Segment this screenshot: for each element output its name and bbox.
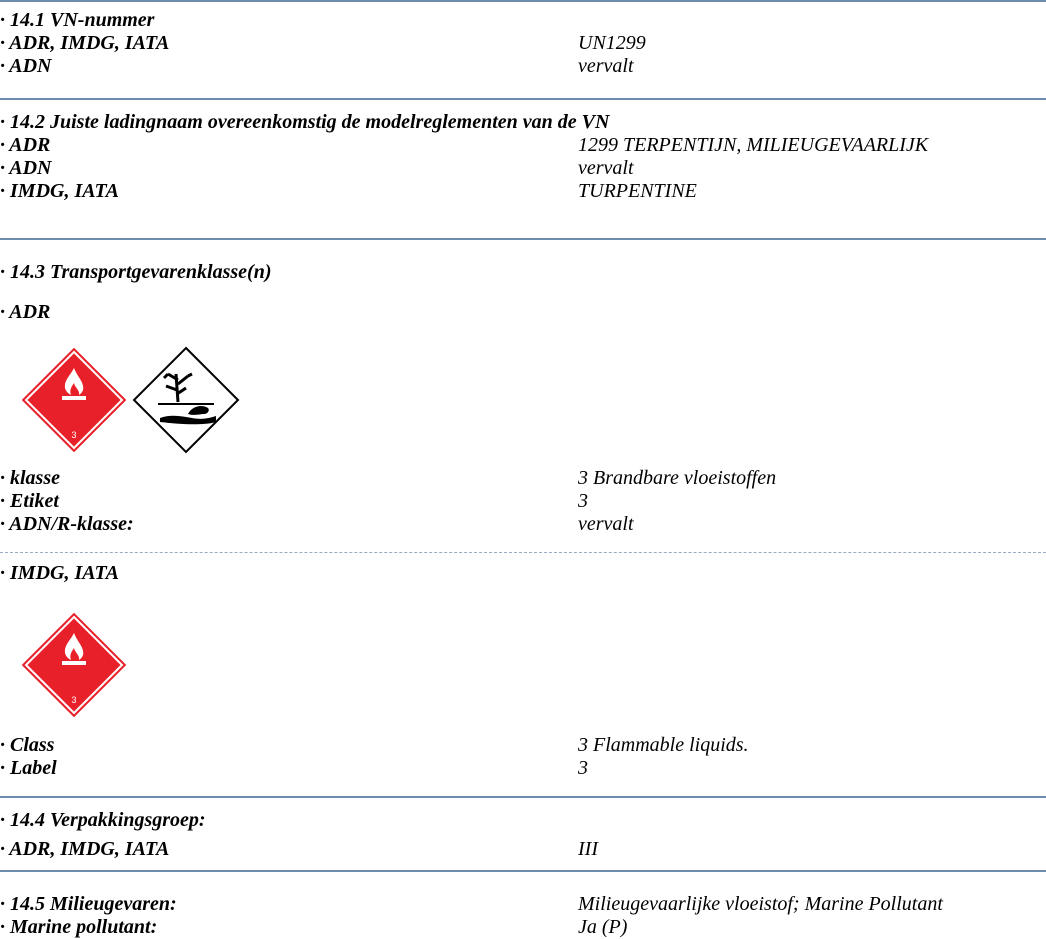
row-key: · ADR — [0, 134, 51, 156]
heading-14-2: · 14.2 Juiste ladingnaam overeenkomstig de modelreglementen van de VN — [0, 111, 610, 133]
row-key: · ADR, IMDG, IATA — [0, 838, 170, 860]
row-value: Ja (P) — [578, 916, 628, 938]
row-value: vervalt — [578, 55, 634, 77]
heading-14-3: · 14.3 Transportgevarenklasse(n) — [0, 261, 272, 283]
row-key: · klasse — [0, 467, 60, 489]
pictogram-class-number: 3 — [71, 695, 77, 705]
row-key: · Class — [0, 734, 55, 756]
adr-label: · ADR — [0, 301, 51, 323]
row-value: vervalt — [578, 157, 634, 179]
section-14-5 — [0, 870, 1046, 938]
row-key: · IMDG, IATA — [0, 180, 119, 202]
imdg-label: · IMDG, IATA — [0, 562, 119, 584]
row-key: · Marine pollutant: — [0, 916, 158, 938]
row-key: · ADN — [0, 55, 52, 77]
row-value: 3 Flammable liquids. — [578, 734, 749, 756]
row-value: TURPENTINE — [578, 180, 697, 202]
section-14-2 — [0, 98, 1046, 240]
row-value: vervalt — [578, 513, 634, 535]
row-value: III — [578, 838, 598, 860]
heading-14-5-value: Milieugevaarlijke vloeistof; Marine Pollutant — [578, 893, 943, 915]
heading-14-5: · 14.5 Milieugevaren: — [0, 893, 177, 915]
row-key: · Etiket — [0, 490, 59, 512]
row-value: UN1299 — [578, 32, 646, 54]
row-key: · ADN — [0, 157, 52, 179]
heading-14-4: · 14.4 Verpakkingsgroep: — [0, 809, 206, 831]
imdg-subsection — [0, 552, 1046, 797]
row-key: · ADR, IMDG, IATA — [0, 32, 170, 54]
row-value: 1299 TERPENTIJN, MILIEUGEVAARLIJK — [578, 134, 929, 156]
row-value: 3 — [578, 757, 588, 779]
flammable-liquid-class-3-icon — [18, 609, 130, 721]
heading-14-1: · 14.1 VN-nummer — [0, 9, 155, 31]
row-key: · ADN/R-klasse: — [0, 513, 134, 535]
row-value: 3 — [578, 490, 588, 512]
row-value: 3 Brandbare vloeistoffen — [578, 467, 777, 489]
section-14-4 — [0, 796, 1046, 866]
row-key: · Label — [0, 757, 57, 779]
pictogram-class-number: 3 — [71, 430, 77, 440]
flammable-liquid-class-3-icon — [18, 344, 130, 456]
environmental-hazard-icon — [130, 344, 242, 456]
section-14-1 — [0, 0, 1046, 92]
section-14-3 — [0, 238, 1046, 796]
